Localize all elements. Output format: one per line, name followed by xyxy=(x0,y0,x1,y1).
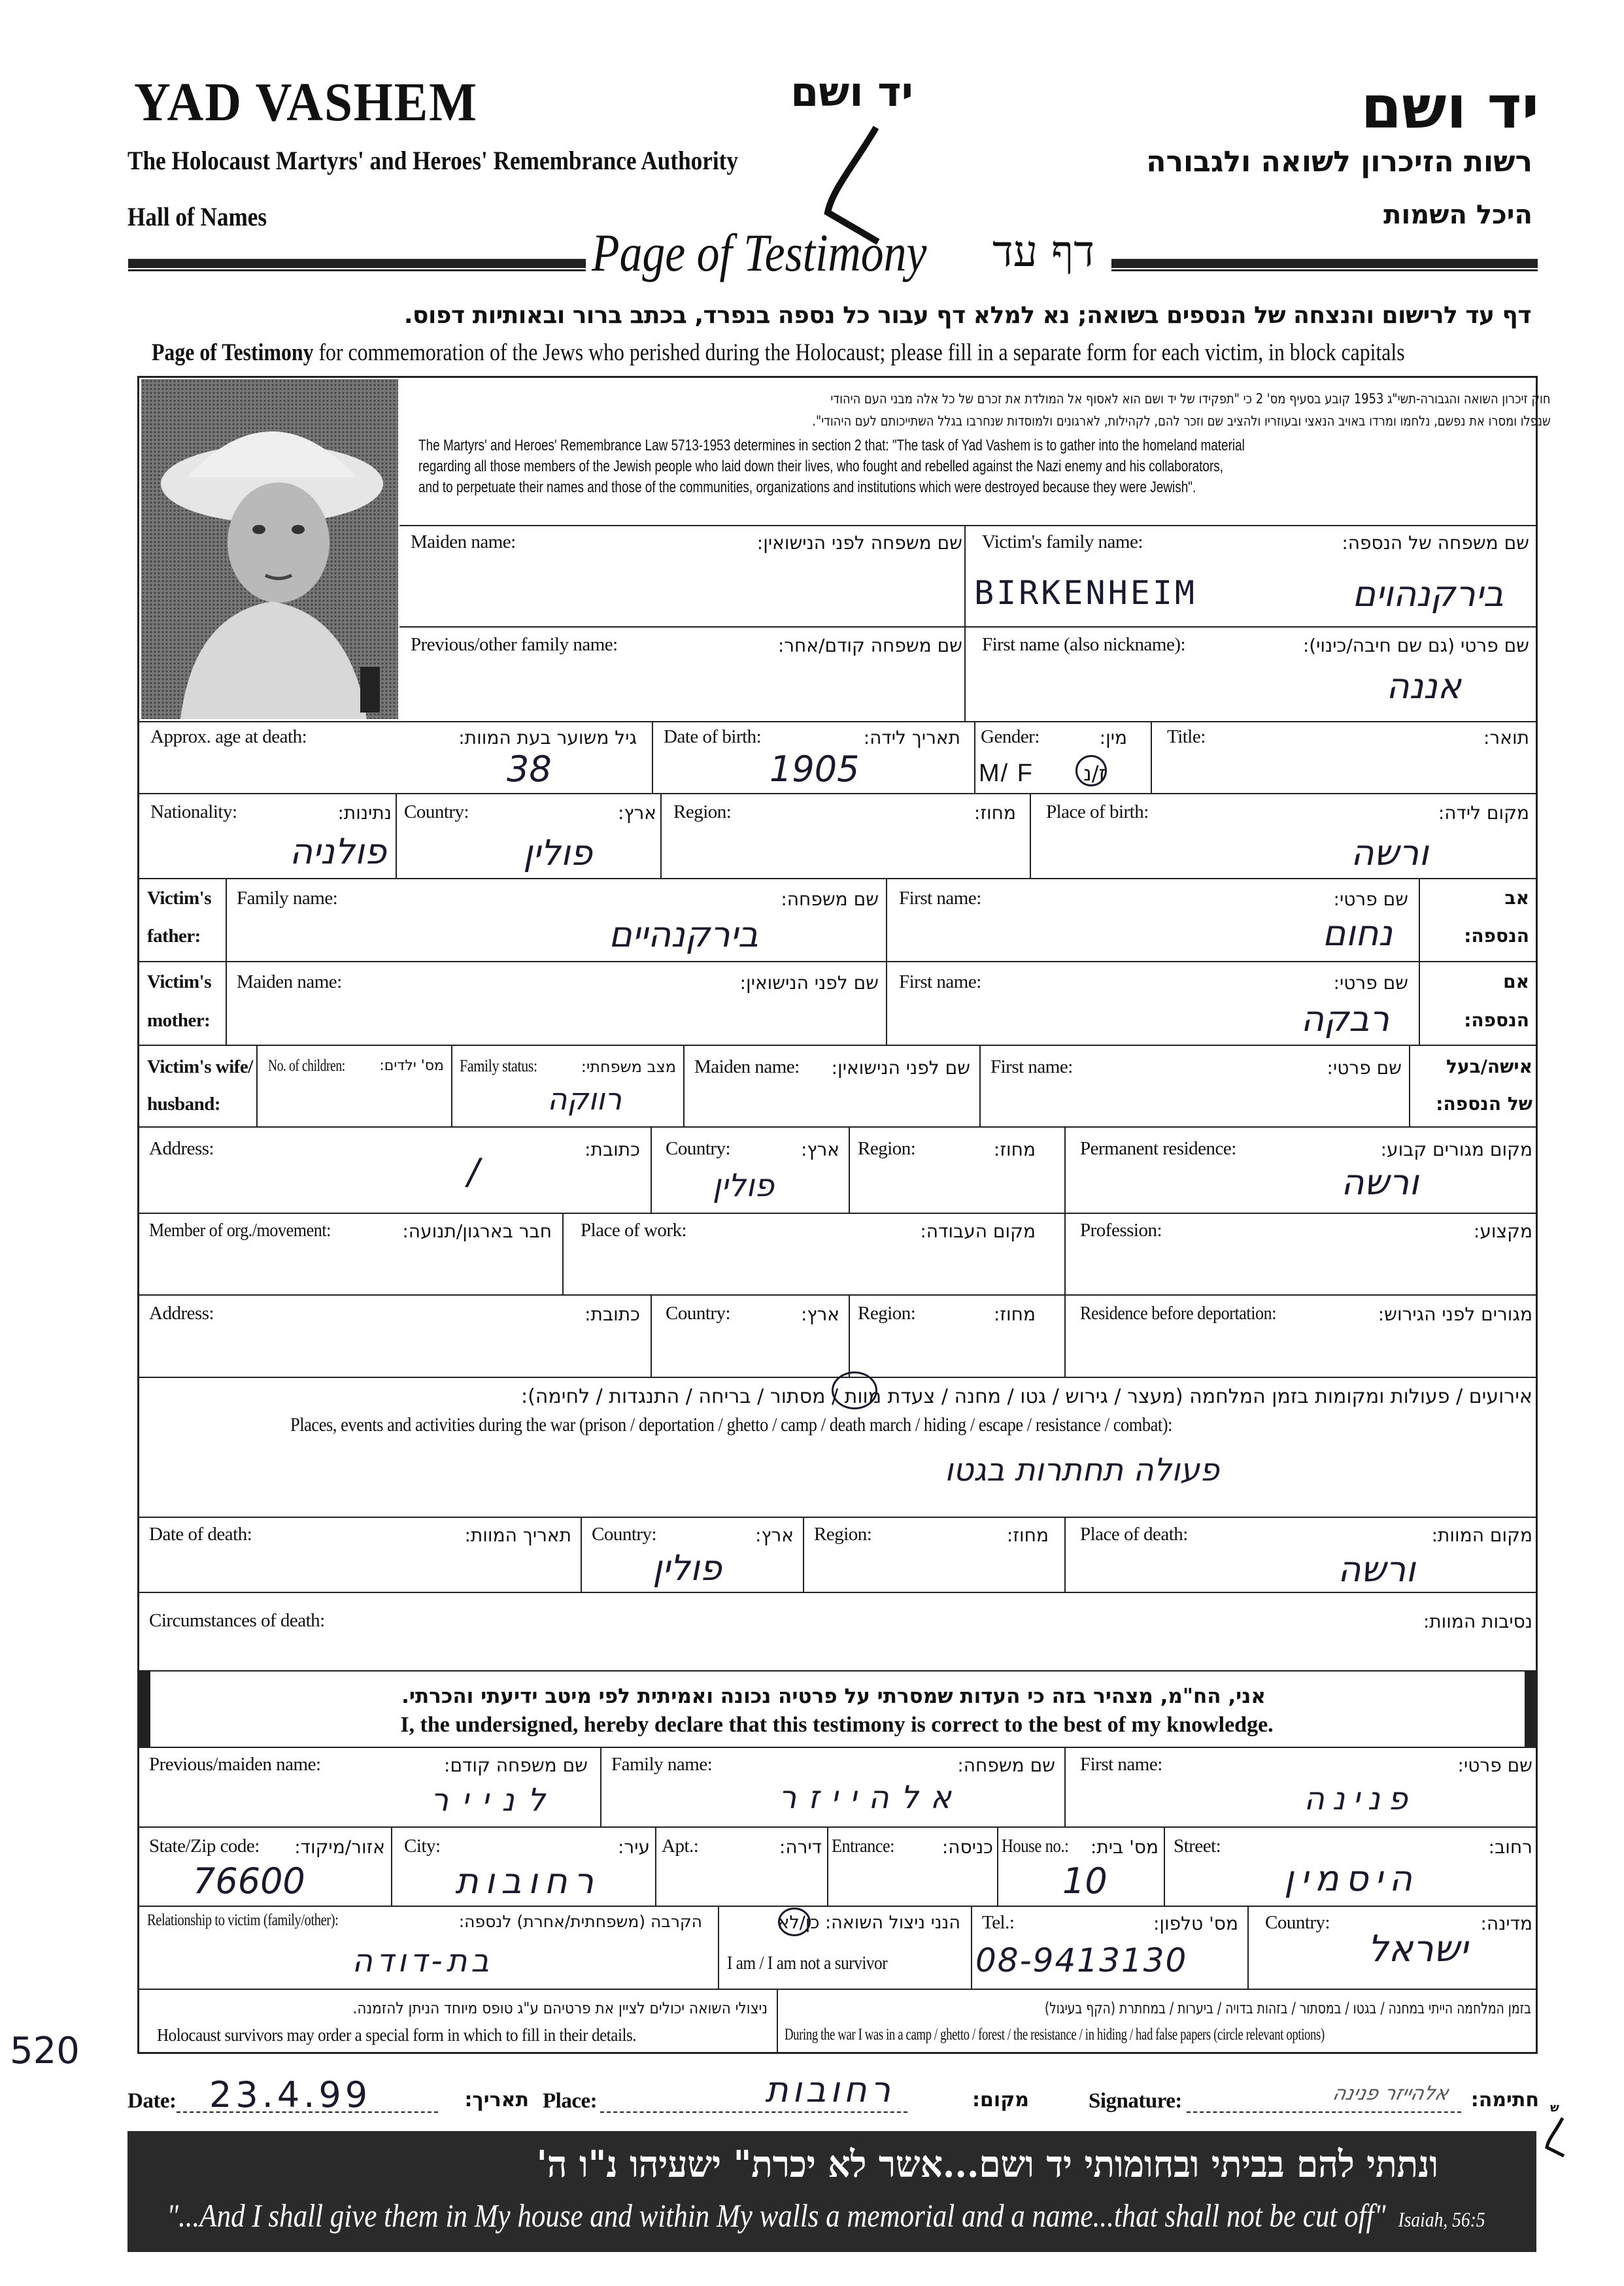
victim-photo xyxy=(141,379,398,719)
address-country-value: פולין xyxy=(712,1168,774,1204)
country-label-he: ארץ: xyxy=(617,802,656,824)
address2-region-label: Region: xyxy=(858,1303,916,1324)
submitter-first-value: פנינה xyxy=(1304,1781,1415,1817)
signature-field[interactable] xyxy=(1187,2072,1461,2113)
address2-label-he: כתובת: xyxy=(584,1303,640,1325)
declaration-en: I, the undersigned, hereby declare that this testimony is correct to the best of my knowledge. xyxy=(400,1713,1274,1737)
age-field[interactable] xyxy=(141,750,649,790)
page-title-en: Page of Testimony xyxy=(592,223,927,282)
address2-country-field[interactable] xyxy=(654,1327,846,1374)
children-label: No. of children: xyxy=(268,1057,345,1075)
country-value: פולין xyxy=(523,832,592,873)
age-label: Approx. age at death: xyxy=(150,726,307,747)
address2-field[interactable] xyxy=(141,1327,648,1374)
zip-field[interactable] xyxy=(141,1860,388,1903)
spouse-he-label-2: של הנספה: xyxy=(1436,1093,1532,1115)
death-country-label-he: ארץ: xyxy=(754,1524,794,1546)
spouse-maiden-field[interactable] xyxy=(686,1080,977,1123)
title-bar-right xyxy=(1111,259,1538,268)
family-name-label: Victim's family name: xyxy=(982,531,1143,552)
father-family-label: Family name: xyxy=(237,888,338,909)
family-name-value-latin: BIRKENHEIM xyxy=(974,574,1198,612)
hall-of-names-en: Hall of Names xyxy=(127,202,267,231)
law-en-line-3: and to perpetuate their names and those of the communities, organizations and institutions which were destroyed because they were Jewish". xyxy=(418,479,1196,496)
address-country-field[interactable] xyxy=(654,1162,846,1209)
children-label-he: מס' ילדים: xyxy=(379,1058,444,1074)
death-country-value: פולין xyxy=(652,1547,722,1588)
gender-options: M/ F xyxy=(979,760,1034,787)
intro-he: דף עד לרישום והנצחה של הנספים בשואה; נא למלא דף עבור כל נספה בנפרד, בכתב ברור ובאותיות דפוס. xyxy=(403,302,1531,329)
address-country-label-he: ארץ: xyxy=(800,1139,839,1160)
submitter-first-label: First name: xyxy=(1080,1754,1162,1775)
footer-banner xyxy=(127,2131,1536,2252)
address-label-he: כתובת: xyxy=(584,1139,640,1160)
maiden-name-label-he: שם משפחה לפני הנישואין: xyxy=(756,532,962,554)
title-field[interactable] xyxy=(1154,750,1533,790)
events-field[interactable] xyxy=(141,1441,1533,1513)
father-he-label-2: הנספה: xyxy=(1464,925,1529,947)
zip-value: 76600 xyxy=(193,1860,305,1902)
circumstances-field[interactable] xyxy=(141,1634,1533,1668)
submitter-prev-value: לנייר xyxy=(430,1782,558,1819)
victims-father-label-2: father: xyxy=(147,926,201,947)
permanent-residence-label: Permanent residence: xyxy=(1080,1138,1236,1159)
logo-letters: יד ושם xyxy=(790,68,913,116)
survivor-label-he: הנני ניצול השואה: כן/לא xyxy=(777,1913,960,1933)
region-label: Region: xyxy=(673,801,732,822)
declaration-bar-left xyxy=(139,1672,150,1747)
date-value: 23.4.99 xyxy=(209,2074,372,2115)
relationship-field[interactable] xyxy=(141,1936,715,1986)
mother-first-field[interactable] xyxy=(889,995,1415,1042)
survivor-label-en: I am / I am not a survivor xyxy=(727,1953,888,1974)
title-bar-left xyxy=(128,259,586,268)
date-label-he: תאריך: xyxy=(464,2089,529,2111)
city-label-he: עיר: xyxy=(617,1836,650,1858)
spouse-first-label-he: שם פרטי: xyxy=(1327,1057,1402,1079)
member-org-field[interactable] xyxy=(141,1245,560,1291)
entrance-field[interactable] xyxy=(830,1860,994,1903)
submitter-first-field[interactable] xyxy=(1068,1778,1533,1824)
region-label-he: מחוז: xyxy=(973,802,1016,824)
law-he-line-1: חוק זיכרון השואה והגבורה-תשי"ג 1953 קובע בסעיף מס' 2 כי "תפקידו של יד ושם הוא לאסוף אל המולדת את זכרם של כל אלה מבני העם היהודי xyxy=(830,391,1551,407)
declaration-he: אני, הח"מ, מצהיר בזה כי העדות שמסרתי על פרטיה נכונה ואמיתית לפי מיטב ידיעתי והכרתי. xyxy=(401,1685,1266,1708)
dob-label-he: תאריך לידה: xyxy=(863,727,960,748)
dob-label: Date of birth: xyxy=(664,726,762,747)
house-field[interactable] xyxy=(1000,1860,1161,1903)
previous-family-name-label-he: שם משפחה קודם/אחר: xyxy=(777,635,962,656)
country-field[interactable] xyxy=(399,825,658,876)
place-of-work-label-he: מקום העבודה: xyxy=(920,1220,1036,1242)
zip-label-he: אזור/מיקוד: xyxy=(294,1836,385,1858)
family-status-value: רווקה xyxy=(547,1081,622,1117)
authority-he: רשות הזיכרון לשואה ולגבורה xyxy=(1146,145,1532,178)
nationality-value: פולניה xyxy=(289,831,386,872)
mother-he-label-2: הנספה: xyxy=(1464,1009,1529,1031)
street-label-he: רחוב: xyxy=(1488,1836,1532,1858)
submitter-country-label-he: מדינה: xyxy=(1480,1913,1532,1934)
apt-field[interactable] xyxy=(658,1860,824,1903)
first-name-field[interactable] xyxy=(968,657,1533,717)
banner-en xyxy=(167,2196,1485,2234)
residence-before-deportation-field[interactable] xyxy=(1068,1327,1533,1374)
address-region-field[interactable] xyxy=(852,1162,1061,1209)
house-label: House no.: xyxy=(1002,1836,1069,1857)
mother-first-label: First name: xyxy=(899,971,981,992)
permanent-residence-label-he: מקום מגורים קבוע: xyxy=(1380,1139,1532,1160)
spouse-first-label: First name: xyxy=(990,1056,1073,1077)
address2-label: Address: xyxy=(149,1303,214,1324)
maiden-name-label: Maiden name: xyxy=(411,531,516,552)
tel-label-he: מס' טלפון: xyxy=(1153,1913,1238,1934)
date-of-death-field[interactable] xyxy=(141,1548,578,1588)
signature-label: Signature: xyxy=(1089,2089,1182,2113)
address2-region-field[interactable] xyxy=(852,1327,1061,1374)
children-field[interactable] xyxy=(260,1080,448,1123)
father-family-field[interactable] xyxy=(229,912,883,958)
spouse-label-1: Victim's wife/ xyxy=(147,1056,253,1077)
street-value: היסמין xyxy=(1284,1858,1419,1899)
address2-region-label-he: מחוז: xyxy=(993,1303,1036,1325)
submitter-family-value: אלהייזר xyxy=(779,1779,963,1816)
mother-first-label-he: שם פרטי: xyxy=(1333,972,1408,994)
survivor-circle xyxy=(778,1908,811,1936)
residence-before-deportation-label-he: מגורים לפני הגירוש: xyxy=(1378,1303,1532,1325)
nationality-label-he: נתינות: xyxy=(337,802,392,824)
spouse-first-field[interactable] xyxy=(983,1080,1406,1123)
mother-maiden-label: Maiden name: xyxy=(237,971,342,992)
note-right-he: בזמן המלחמה הייתי במחנה / בגטו / במסתור / בזהות בדויה / ביערות / במחתרת (הקף בעיגול) xyxy=(1044,1999,1531,2017)
submitter-first-label-he: שם פרטי: xyxy=(1457,1755,1532,1776)
death-region-label: Region: xyxy=(814,1524,872,1545)
spouse-he-label-1: אישה/בעל xyxy=(1446,1056,1532,1077)
apt-label-he: דירה: xyxy=(779,1836,822,1858)
tel-field[interactable] xyxy=(974,1936,1245,1986)
intro-en xyxy=(152,339,1405,367)
submitter-prev-label-he: שם משפחה קודם: xyxy=(444,1755,588,1776)
law-en-line-1: The Martyrs' and Heroes' Remembrance Law 5713-1953 determines in section 2 that: "The task of Yad Vashem is to gather into the homeland material xyxy=(418,437,1245,454)
page-title-he: דף עד xyxy=(992,226,1094,277)
yad-vashem-logo xyxy=(790,68,913,242)
gender-options-he: ז/נ xyxy=(1083,761,1106,786)
events-value: פעולה תחתרות בגטו xyxy=(944,1452,1219,1488)
previous-family-name-field[interactable] xyxy=(402,657,961,717)
family-status-field[interactable] xyxy=(454,1079,681,1123)
law-en-line-2: regarding all those members of the Jewish people who laid down their lives, who fought and rebelled against the Nazi enemy and his collaborators, xyxy=(418,458,1224,475)
nationality-field[interactable] xyxy=(141,825,393,876)
submitter-family-label: Family name: xyxy=(611,1754,713,1775)
permanent-residence-value: ורשה xyxy=(1341,1162,1419,1203)
date-field[interactable] xyxy=(177,2066,438,2113)
father-first-label: First name: xyxy=(899,888,981,909)
title-label: Title: xyxy=(1167,726,1206,747)
mother-maiden-field[interactable] xyxy=(229,995,883,1042)
note-left-he: ניצולי השואה יכולים לציין את פרטיהם ע"ג טופס מיוחד הניתן להזמנה. xyxy=(352,1999,768,2017)
submitter-prev-label: Previous/maiden name: xyxy=(149,1754,321,1775)
address-field[interactable] xyxy=(141,1151,648,1209)
death-region-field[interactable] xyxy=(806,1548,1061,1588)
nationality-label: Nationality: xyxy=(150,801,237,822)
first-name-label-he: שם פרטי (גם שם חיבה/כינוי): xyxy=(1302,635,1529,656)
house-label-he: מס' בית: xyxy=(1090,1836,1159,1858)
gender-field[interactable] xyxy=(977,752,1147,790)
place-field[interactable] xyxy=(600,2066,907,2113)
gender-label-he: מין: xyxy=(1099,727,1127,748)
place-of-death-field[interactable] xyxy=(1068,1548,1533,1588)
address-region-label: Region: xyxy=(858,1138,916,1159)
mother-maiden-label-he: שם לפני הנישואין: xyxy=(739,972,879,994)
ghetto-circle xyxy=(832,1371,877,1409)
place-of-birth-label-he: מקום לידה: xyxy=(1438,802,1529,824)
father-he-label-1: אב xyxy=(1504,887,1529,909)
family-name-label-he: שם משפחה של הנספה: xyxy=(1342,532,1529,554)
date-of-death-label-he: תאריך המוות: xyxy=(464,1524,571,1546)
svg-text:ש: ש xyxy=(1550,2101,1559,2115)
place-of-birth-label: Place of birth: xyxy=(1046,801,1149,822)
profession-field[interactable] xyxy=(1068,1245,1533,1291)
place-of-work-field[interactable] xyxy=(566,1245,1061,1291)
declaration-bar-right xyxy=(1525,1672,1536,1747)
member-org-label-he: חבר בארגון/תנועה: xyxy=(402,1220,552,1242)
address2-country-label: Country: xyxy=(666,1303,731,1324)
gender-label: Gender: xyxy=(981,726,1040,747)
place-label: Place: xyxy=(543,2089,598,2113)
circumstances-label-he: נסיבות המוות: xyxy=(1423,1611,1532,1632)
banner-ref: Isaiah, 56:5 xyxy=(1398,2208,1485,2231)
age-value: 38 xyxy=(507,748,552,790)
tel-label: Tel.: xyxy=(982,1912,1015,1933)
first-name-value: אננה xyxy=(1386,665,1461,707)
submitter-country-value: ישראל xyxy=(1367,1928,1468,1970)
address-country-label: Country: xyxy=(666,1138,731,1159)
first-name-label: First name (also nickname): xyxy=(982,634,1186,655)
street-field[interactable] xyxy=(1167,1860,1533,1903)
events-label-en: Places, events and activities during the war (prison / deportation / ghetto / camp / death march / hiding / escape / resistance / combat): xyxy=(290,1414,1173,1436)
entrance-label-he: כניסה: xyxy=(941,1836,993,1858)
spouse-maiden-label: Maiden name: xyxy=(694,1056,800,1077)
dob-value: 1905 xyxy=(770,748,860,790)
title-label-he: תואר: xyxy=(1483,727,1529,748)
maiden-name-field[interactable] xyxy=(402,556,961,621)
city-label: City: xyxy=(404,1836,441,1857)
entrance-label: Entrance: xyxy=(832,1836,894,1857)
place-of-birth-value: ורשה xyxy=(1351,832,1429,873)
address2-country-label-he: ארץ: xyxy=(800,1303,839,1325)
place-label-he: מקום: xyxy=(972,2089,1029,2111)
mother-he-label-1: אם xyxy=(1503,971,1529,992)
zip-label: State/Zip code: xyxy=(149,1836,260,1857)
date-of-death-label: Date of death: xyxy=(149,1524,252,1545)
org-name-he: יד ושם xyxy=(1361,73,1539,142)
org-name-en: YAD VASHEM xyxy=(134,72,478,133)
circumstances-label: Circumstances of death: xyxy=(149,1610,325,1631)
banner-logo-icon xyxy=(1542,2098,1568,2157)
place-of-death-value: ורשה xyxy=(1338,1549,1415,1590)
relationship-label: Relationship to victim (family/other): xyxy=(147,1911,339,1929)
submitter-family-field[interactable] xyxy=(603,1778,1061,1824)
permanent-residence-field[interactable] xyxy=(1068,1162,1533,1209)
authority-en: The Holocaust Martyrs' and Heroes' Remembrance Authority xyxy=(127,146,738,175)
member-org-label: Member of org./movement: xyxy=(149,1220,331,1241)
survivor-toggle[interactable] xyxy=(720,1945,968,1985)
signature-label-he: חתימה: xyxy=(1470,2089,1539,2111)
father-first-value: נחום xyxy=(1322,913,1393,954)
place-of-death-label-he: מקום המוות: xyxy=(1431,1524,1532,1546)
place-value: רחובות xyxy=(765,2069,894,2110)
intro-en-rest: for commemoration of the Jews who perished during the Holocaust; please fill in a separate form for each victim, in block capitals xyxy=(313,339,1405,366)
submitter-country-label: Country: xyxy=(1265,1912,1330,1933)
family-name-value-he: בירקנהוים xyxy=(1352,573,1504,614)
spouse-label-2: husband: xyxy=(147,1094,221,1115)
submitter-family-label-he: שם משפחה: xyxy=(957,1755,1055,1776)
victims-mother-label-2: mother: xyxy=(147,1010,211,1031)
signature-value: אלהייזר פנינה xyxy=(1330,2082,1451,2105)
spouse-maiden-label-he: שם לפני הנישואין: xyxy=(831,1057,970,1079)
submitter-country-field[interactable] xyxy=(1251,1928,1533,1986)
law-he-line-2: שנפלו ומסרו את נפשם, נלחמו ומרדו באויב הנאצי ובעוזריו ולהציב שם וזכר להם, לקהילות, לארגונים ולמוסדות שנחרבו בגלל השתייכותם לעם היהודי". xyxy=(812,413,1551,429)
death-country-field[interactable] xyxy=(584,1548,800,1588)
address-label: Address: xyxy=(149,1138,214,1159)
street-label: Street: xyxy=(1174,1836,1221,1857)
intro-en-bold: Page of Testimony xyxy=(152,339,314,366)
tel-value: 08-9413130 xyxy=(975,1941,1188,1979)
events-label-he: אירועים / פעולות ומקומות בזמן המלחמה (מעצר / גירוש / גטו / מחנה / צעדת מוות / מסתור / בריחה / התנגדות / לחימה): xyxy=(520,1385,1532,1408)
father-family-label-he: שם משפחה: xyxy=(781,888,879,910)
father-first-field[interactable] xyxy=(889,912,1415,958)
date-label: Date: xyxy=(127,2089,177,2113)
victims-mother-label-1: Victim's xyxy=(147,971,212,992)
profession-label-he: מקצוע: xyxy=(1473,1220,1532,1242)
country-label: Country: xyxy=(404,801,469,822)
mother-first-value: רבקה xyxy=(1300,998,1389,1039)
submitter-prev-field[interactable] xyxy=(141,1778,598,1824)
hall-of-names-he: היכל השמות xyxy=(1383,200,1532,230)
place-of-death-label: Place of death: xyxy=(1080,1524,1188,1545)
margin-note: 520 xyxy=(10,2030,80,2072)
banner-en-text: "...And I shall give them in My house and within My walls a memorial and a name...that shall not be cut off" xyxy=(167,2197,1386,2234)
family-status-label: Family status: xyxy=(460,1056,537,1075)
family-status-label-he: מצב משפחתי: xyxy=(581,1058,676,1076)
house-value: 10 xyxy=(1062,1860,1108,1902)
death-region-label-he: מחוז: xyxy=(1006,1524,1049,1546)
previous-family-name-label: Previous/other family name: xyxy=(411,634,618,655)
city-field[interactable] xyxy=(394,1860,652,1903)
apt-label: Apt.: xyxy=(662,1836,699,1857)
relationship-value: בת-דודה xyxy=(352,1943,493,1979)
place-of-birth-field[interactable] xyxy=(1033,825,1533,876)
note-right-en: During the war I was in a camp / ghetto / forest / the resistance / in hiding / had false papers (circle relevant options) xyxy=(785,2026,1325,2043)
profession-label: Profession: xyxy=(1080,1220,1162,1241)
region-field[interactable] xyxy=(664,825,1027,876)
banner-he: ונתתי להם בביתי ובחומותי יד ושם...אשר לא יכרת" ישעיהו נ"ו ה' xyxy=(536,2143,1438,2186)
residence-before-deportation-label: Residence before deportation: xyxy=(1080,1303,1277,1324)
family-name-field[interactable] xyxy=(968,556,1533,621)
place-of-work-label: Place of work: xyxy=(581,1220,687,1241)
relationship-label-he: הקרבה (משפחתית/אחרת) לנספה: xyxy=(458,1912,702,1931)
death-country-label: Country: xyxy=(592,1524,657,1545)
address-value: / xyxy=(467,1151,480,1192)
dob-field[interactable] xyxy=(655,750,972,790)
age-label-he: גיל משוער בעת המוות: xyxy=(458,727,637,748)
address-region-label-he: מחוז: xyxy=(993,1139,1036,1160)
father-family-value: בירקנהיים xyxy=(609,914,758,955)
note-left-en: Holocaust survivors may order a special form in which to fill in their details. xyxy=(157,2025,637,2045)
father-first-label-he: שם פרטי: xyxy=(1333,888,1408,910)
city-value: רחובות xyxy=(455,1860,600,1902)
victims-father-label-1: Victim's xyxy=(147,888,212,909)
